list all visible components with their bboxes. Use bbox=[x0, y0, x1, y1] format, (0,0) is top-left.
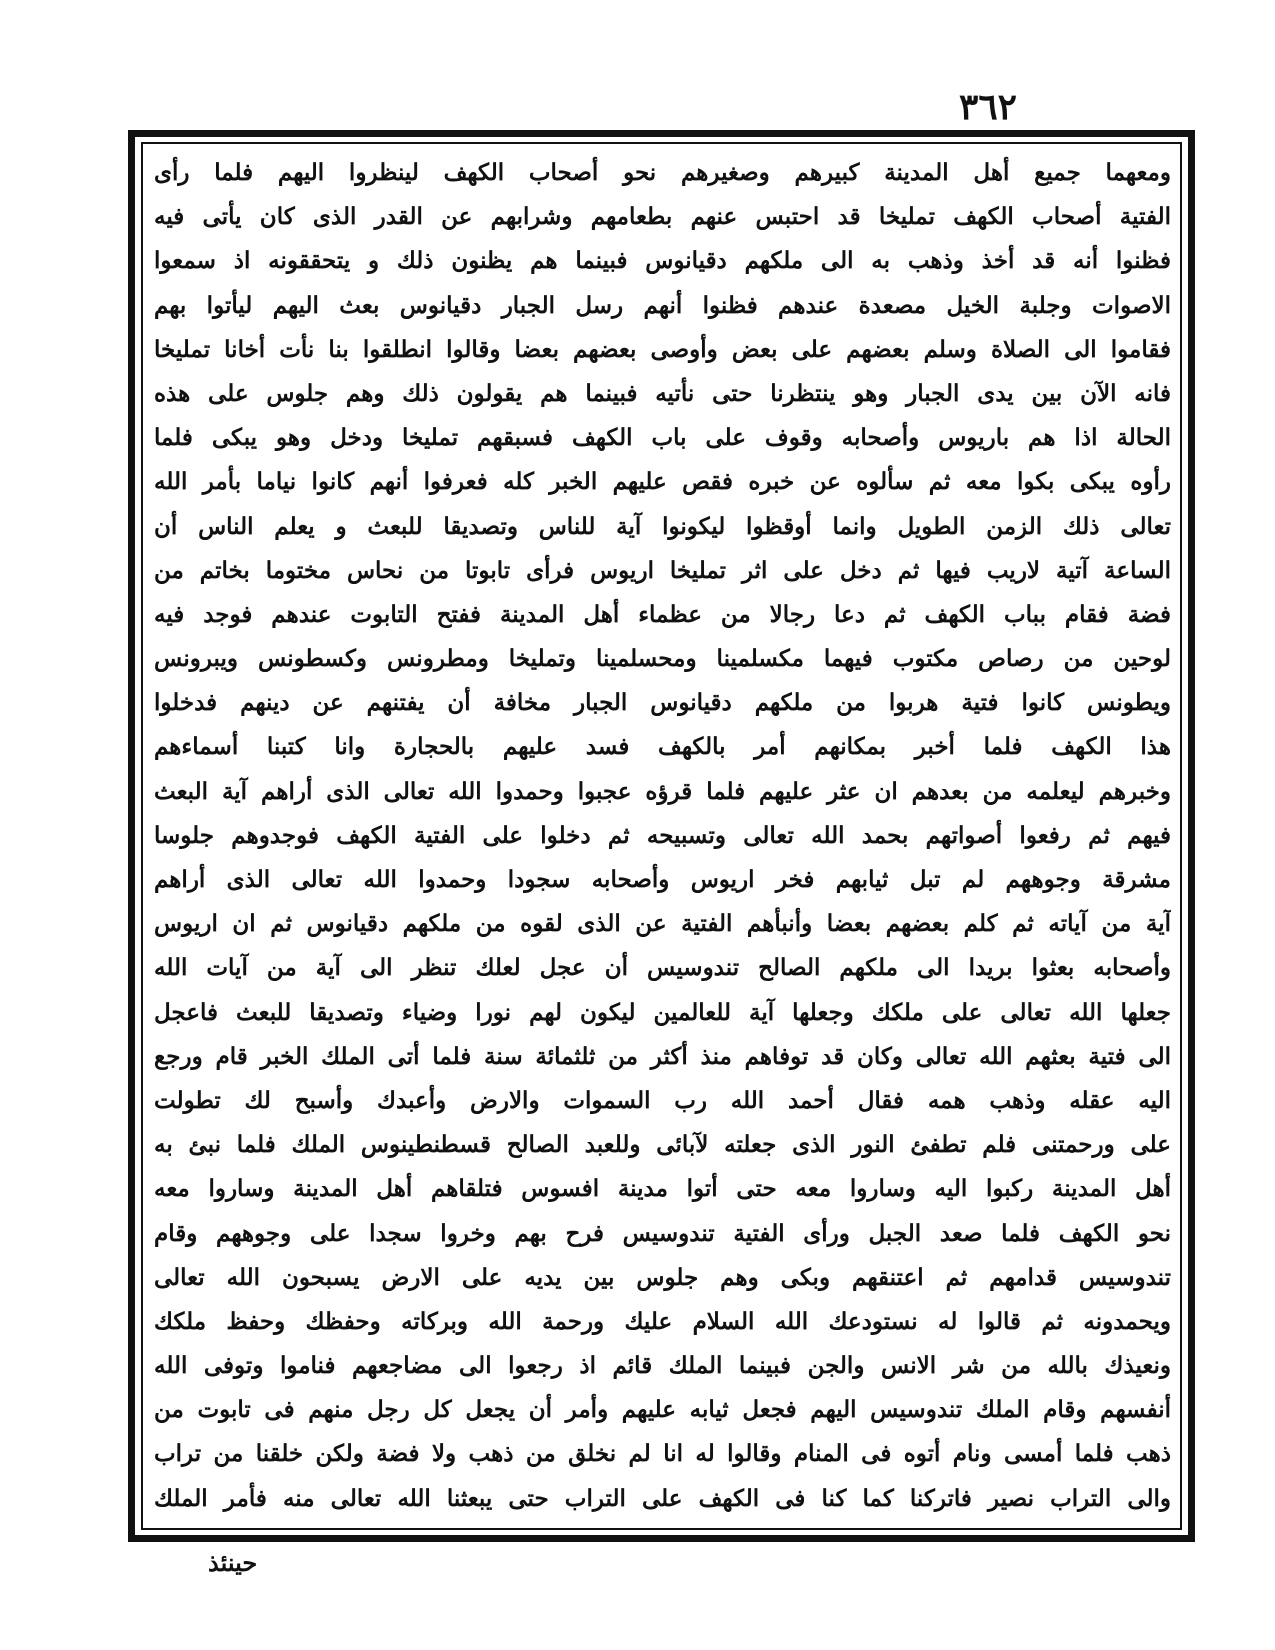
text-line: الحالة اذا هم باريوس وأصحابه وقوف على باب الكهف فسبقهم تمليخا ودخل وهو يبكى فلما bbox=[154, 424, 1171, 452]
text-line: أهل المدينة ركبوا اليه وساروا معه حتى أتوا مدينة افسوس فتلقاهم أهل المدينة وساروا معه bbox=[154, 1175, 1171, 1203]
text-line: فضة فقام بباب الكهف ثم دعا رجالا من عظماء أهل المدينة ففتح التابوت عندهم فوجد فيه bbox=[154, 600, 1171, 628]
page-number: ٣٦٢ bbox=[958, 86, 1017, 128]
text-line: لوحين من رصاص مكتوب فيهما مكسلمينا ومحسلمينا وتمليخا ومطرونس وكسطونس ويبرونس bbox=[154, 645, 1171, 673]
text-line: على ورحمتنى فلم تطفئ النور الذى جعلته لآبائى وللعبد الصالح قسطنطينوس الملك فلما نبئ به bbox=[154, 1131, 1171, 1159]
text-line: ذهب فلما أمسى ونام أتوه فى المنام وقالوا له انا لم نخلق من ذهب ولا فضة ولكن خلقنا من تراب bbox=[154, 1440, 1171, 1468]
text-line: فقاموا الى الصلاة وسلم بعضهم على بعض وأوصى بعضهم بعضا وقالوا انطلقوا بنا نأت أخانا تمليخا bbox=[154, 335, 1171, 363]
text-line: ونعيذك بالله من شر الانس والجن فبينما الملك قائم اذ رجعوا الى مضاجعهم فناموا وتوفى الله bbox=[154, 1352, 1171, 1380]
text-line: ويحمدونه ثم قالوا له نستودعك الله السلام عليك ورحمة الله وبركاته وحفظك وحفظ ملكك bbox=[154, 1307, 1171, 1335]
text-line: آية من آياته ثم كلم بعضهم بعضا وأنبأهم الفتية عن الذى لقوه من ملكهم دقيانوس ثم ان اريوس bbox=[154, 910, 1171, 938]
text-line: تندوسيس قدامهم ثم اعتنقهم وبكى وهم جلوس بين يديه على الارض يسبحون الله تعالى bbox=[154, 1263, 1171, 1291]
text-line: ومعهما جميع أهل المدينة كبيرهم وصغيرهم نحو أصحاب الكهف لينظروا اليهم فلما رأى bbox=[154, 159, 1171, 186]
text-line: وأصحابه بعثوا بريدا الى ملكهم الصالح تندوسيس أن عجل لعلك تنظر الى آية من آيات الله bbox=[154, 954, 1171, 982]
text-line: نحو الكهف فلما صعد الجبل ورأى الفتية تندوسيس فرح بهم وخروا سجدا على وجوههم وقام bbox=[154, 1219, 1171, 1247]
text-line: مشرقة وجوههم لم تبل ثيابهم فخر اريوس وأصحابه سجودا وحمدوا الله تعالى الذى أراهم bbox=[154, 866, 1171, 893]
text-line: ويطونس كانوا فتية هربوا من ملكهم دقيانوس الجبار مخافة أن يفتنهم عن دينهم فدخلوا bbox=[154, 689, 1171, 717]
text-line: رأوه يبكى بكوا معه ثم سألوه عن خبره فقص عليهم الخبر كله فعرفوا أنهم كانوا نياما بأمر الله bbox=[154, 468, 1171, 496]
text-line: الى فتية بعثهم الله تعالى وكان قد توفاهم منذ أكثر من ثلثمائة سنة فلما أتى الملك الخبر قام ورجع bbox=[154, 1042, 1171, 1070]
text-line: الساعة آتية لاريب فيها ثم دخل على اثر تمليخا اريوس فرأى تابوتا من نحاس مختوما بخاتم من bbox=[154, 556, 1171, 584]
text-line: والى التراب نصير فاتركنا كما كنا فى الكهف على التراب حتى يبعثنا الله تعالى منه فأمر الملك bbox=[154, 1484, 1171, 1512]
text-line: هذا الكهف فلما أخبر بمكانهم أمر بالكهف فسد عليهم بالحجارة وانا كتبنا أسماءهم bbox=[154, 733, 1171, 761]
text-line: تعالى ذلك الزمن الطويل وانما أوقظوا ليكونوا آية للناس وتصديقا للبعث و يعلم الناس أن bbox=[154, 512, 1171, 540]
main-text-block bbox=[150, 150, 1175, 1522]
text-line: جعلها الله تعالى على ملكك وجعلها آية للعالمين ليكون لهم نورا وضياء وتصديقا للبعث فاعجل bbox=[154, 998, 1171, 1026]
text-line: وخبرهم ليعلمه من بعدهم ان عثر عليهم فلما قرؤه عجبوا وحمدوا الله تعالى الذى أراهم آية البعث bbox=[154, 777, 1171, 805]
text-line: أنفسهم وقام الملك تندوسيس اليهم فجعل ثيابه عليهم وأمر أن يجعل كل رجل منهم فى تابوت من bbox=[154, 1396, 1171, 1424]
text-line: الاصوات وجلبة الخيل مصعدة عندهم فظنوا أنهم رسل الجبار دقيانوس بعث اليهم ليأتوا بهم bbox=[154, 291, 1171, 319]
text-line: فانه الآن بين يدى الجبار وهو ينتظرنا حتى نأتيه فبينما هم يقولون ذلك وهم جلوس على هذه bbox=[154, 379, 1171, 407]
text-line: اليه عقله وذهب همه فقال أحمد الله رب السموات والارض وأعبدك وأسبح لك تطولت bbox=[154, 1086, 1171, 1114]
text-line: فظنوا أنه قد أخذ وذهب به الى ملكهم دقيانوس فبينما هم يظنون ذلك و يتحققونه اذ سمعوا bbox=[154, 247, 1171, 275]
catchword: حينئذ bbox=[208, 1548, 258, 1577]
text-line: الفتية أصحاب الكهف تمليخا قد احتبس عنهم بطعامهم وشرابهم عن القدر الذى كان يأتى فيه bbox=[154, 203, 1171, 231]
text-line: فيهم ثم رفعوا أصواتهم بحمد الله تعالى وتسبيحه ثم دخلوا على الفتية الكهف فوجدوهم جلوسا bbox=[154, 821, 1171, 849]
